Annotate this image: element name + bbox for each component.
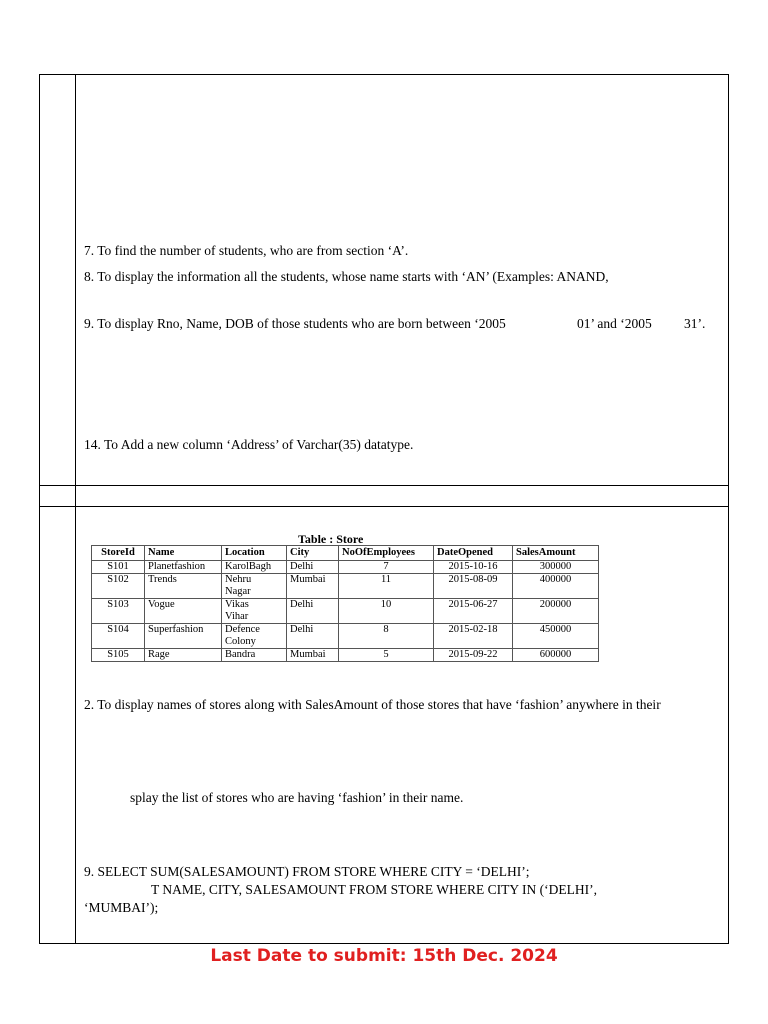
question-2: 2. To display names of stores along with SalesAmount of those stores that have ‘fashion’ anywhere in their (84, 697, 661, 712)
store-table (91, 545, 599, 662)
submission-deadline: Last Date to submit: 15th Dec. 2024 (210, 946, 558, 966)
cell-storeid: S102 (92, 574, 145, 599)
cell-name: Superfashion (145, 624, 222, 649)
cell-location-line1: KarolBagh (225, 561, 272, 572)
cell-dateopened: 2015-08-09 (434, 574, 513, 599)
header-name: Name (145, 546, 222, 561)
question-14: 14. To Add a new column ‘Address’ of Varchar(35) datatype. (84, 437, 414, 452)
question-8: 8. To display the information all the students, whose name starts with ‘AN’ (Examples: ANAND, (84, 269, 609, 284)
cell-dateopened: 2015-09-22 (434, 649, 513, 662)
table-row (92, 561, 599, 574)
cell-location-line1: Nehru (225, 574, 252, 585)
table-row (92, 574, 599, 599)
cell-salesamount: 200000 (513, 599, 599, 624)
cell-employees: 10 (339, 599, 434, 624)
cell-location (222, 574, 287, 599)
header-city: City (287, 546, 339, 561)
cell-location (222, 599, 287, 624)
question-10-sql-line1: T NAME, CITY, SALESAMOUNT FROM STORE WHERE CITY IN (‘DELHI’, (151, 882, 598, 897)
cell-employees: 11 (339, 574, 434, 599)
cell-dateopened: 2015-02-18 (434, 624, 513, 649)
question-9-part-c: 31’. (684, 316, 706, 331)
header-storeid: StoreId (92, 546, 145, 561)
cell-employees: 5 (339, 649, 434, 662)
cell-city: Mumbai (287, 649, 339, 662)
cell-location (222, 624, 287, 649)
question-9-part-b: 01’ and ‘2005 (577, 316, 652, 331)
table-header-row (92, 546, 599, 561)
cell-salesamount: 600000 (513, 649, 599, 662)
cell-storeid: S103 (92, 599, 145, 624)
cell-name: Vogue (145, 599, 222, 624)
cell-location-line1: Defence (225, 624, 260, 635)
row-divider-1 (39, 485, 729, 486)
question-fashion-list: splay the list of stores who are having ‘fashion’ in their name. (130, 790, 464, 805)
question-9-part-a: 9. To display Rno, Name, DOB of those students who are born between ‘2005 (84, 316, 506, 331)
cell-location-line1: Bandra (225, 649, 256, 660)
table-caption: Table : Store (298, 532, 364, 546)
cell-city: Delhi (287, 624, 339, 649)
row-divider-2 (39, 506, 729, 507)
cell-salesamount: 300000 (513, 561, 599, 574)
cell-name: Rage (145, 649, 222, 662)
table-row (92, 649, 599, 662)
frame-top (39, 74, 729, 75)
header-noofemployees: NoOfEmployees (339, 546, 434, 561)
table-row (92, 624, 599, 649)
cell-dateopened: 2015-10-16 (434, 561, 513, 574)
frame-bottom (39, 943, 729, 944)
cell-city: Delhi (287, 561, 339, 574)
cell-city: Delhi (287, 599, 339, 624)
cell-location-line2: Nagar (225, 586, 251, 597)
question-10-sql-line2: ‘MUMBAI’); (84, 900, 159, 915)
question-7: 7. To find the number of students, who are from section ‘A’. (84, 243, 409, 258)
header-location: Location (222, 546, 287, 561)
header-dateopened: DateOpened (434, 546, 513, 561)
cell-location-line2: Vihar (225, 611, 249, 622)
frame-right (728, 74, 729, 944)
cell-salesamount: 450000 (513, 624, 599, 649)
cell-salesamount: 400000 (513, 574, 599, 599)
frame-left (39, 74, 40, 944)
cell-location (222, 649, 287, 662)
cell-storeid: S104 (92, 624, 145, 649)
cell-employees: 7 (339, 561, 434, 574)
cell-location (222, 561, 287, 574)
table-row (92, 599, 599, 624)
header-salesamount: SalesAmount (513, 546, 599, 561)
question-9-sql: 9. SELECT SUM(SALESAMOUNT) FROM STORE WHERE CITY = ‘DELHI’; (84, 864, 530, 879)
cell-location-line1: Vikas (225, 599, 249, 610)
frame-col-divider (75, 74, 76, 944)
cell-name: Trends (145, 574, 222, 599)
cell-location-line2: Colony (225, 636, 256, 647)
cell-storeid: S101 (92, 561, 145, 574)
cell-name: Planetfashion (145, 561, 222, 574)
cell-city: Mumbai (287, 574, 339, 599)
cell-dateopened: 2015-06-27 (434, 599, 513, 624)
cell-storeid: S105 (92, 649, 145, 662)
cell-employees: 8 (339, 624, 434, 649)
